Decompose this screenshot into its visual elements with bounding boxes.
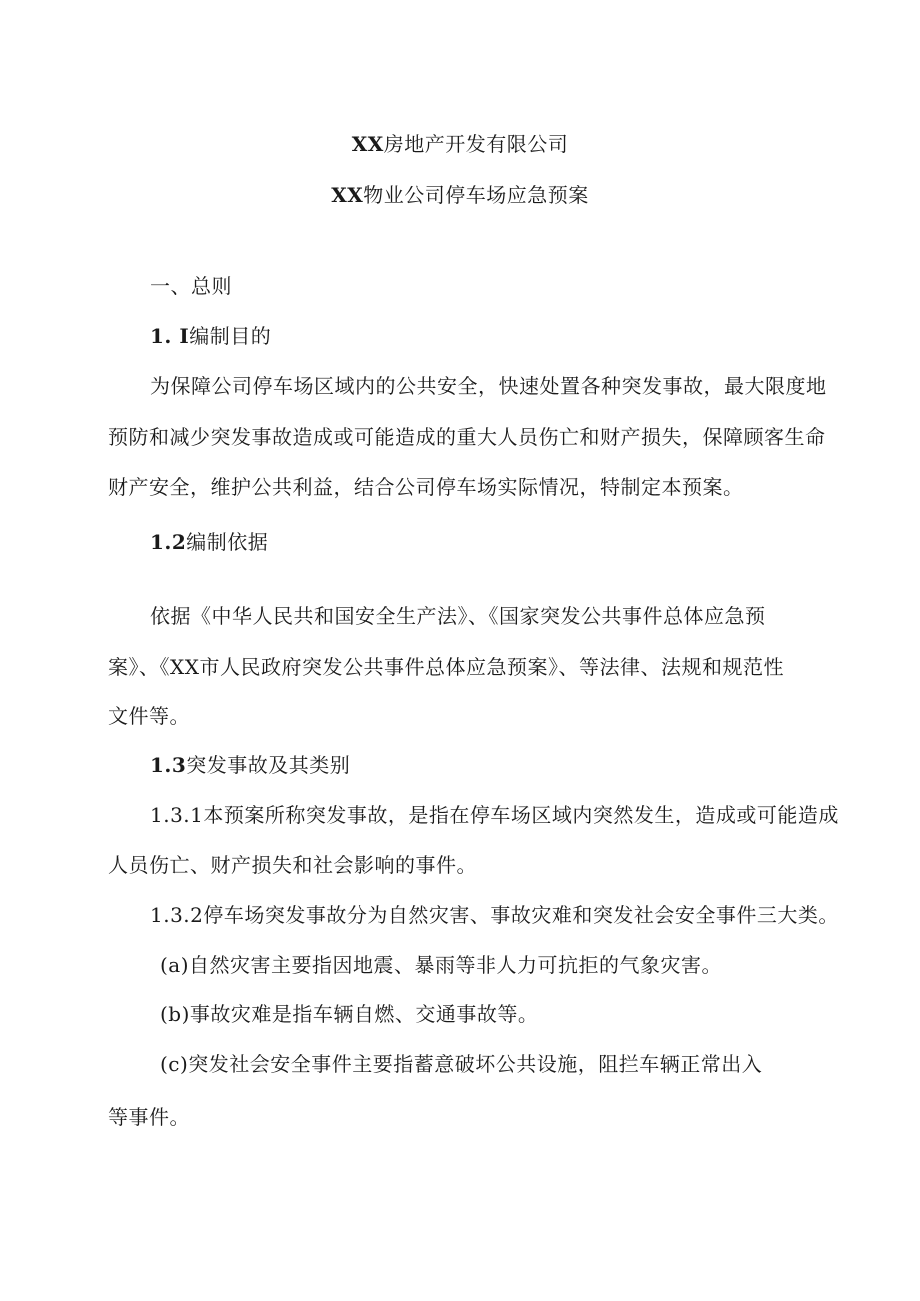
paragraph-line: 依据《中华人民共和国安全生产法》、《国家突发公共事件总体应急预 bbox=[150, 604, 766, 628]
subsection-number: 1. I bbox=[150, 324, 190, 348]
paragraph-line: 预防和减少突发事故造成或可能造成的重大人员伤亡和财产损失，保障顾客生命 bbox=[108, 425, 826, 449]
section-heading-general: 一、总则 bbox=[150, 274, 232, 298]
title-prefix: XX bbox=[351, 132, 384, 156]
subsection-number: 1.2 bbox=[150, 530, 187, 554]
subsection-number: 1.3 bbox=[150, 753, 187, 777]
paragraph-line: 1.3.2停车场突发事故分为自然灾害、事故灾难和突发社会安全事件三大类。 bbox=[150, 903, 839, 927]
title-text: 物业公司停车场应急预案 bbox=[363, 183, 589, 207]
paragraph-line: 文件等。 bbox=[108, 704, 190, 728]
document-title-company bbox=[0, 131, 920, 157]
paragraph-line: 等事件。 bbox=[108, 1105, 190, 1129]
subsection-heading-1-3 bbox=[150, 752, 350, 778]
paragraph-line: 人员伤亡、财产损失和社会影响的事件。 bbox=[108, 853, 477, 877]
subsection-title: 编制目的 bbox=[189, 324, 272, 348]
paragraph-line: 财产安全，维护公共利益，结合公司停车场实际情况，特制定本预案。 bbox=[108, 475, 744, 499]
list-item-c: (c)突发社会安全事件主要指蓄意破坏公共设施，阻拦车辆正常出入 bbox=[160, 1052, 763, 1076]
title-text: 房地产开发有限公司 bbox=[383, 132, 569, 156]
paragraph-line: 案》、《XX市人民政府突发公共事件总体应急预案》、等法律、法规和规范性 bbox=[108, 655, 784, 679]
subsection-heading-1-1 bbox=[150, 323, 271, 349]
paragraph-line: 为保障公司停车场区域内的公共安全，快速处置各种突发事故，最大限度地 bbox=[150, 374, 827, 398]
list-item-b: (b)事故灾难是指车辆自燃、交通事故等。 bbox=[160, 1002, 539, 1026]
paragraph-line: 1.3.1本预案所称突发事故，是指在停车场区域内突然发生，造成或可能造成 bbox=[150, 803, 839, 827]
subsection-heading-1-2 bbox=[150, 529, 268, 555]
subsection-title: 编制依据 bbox=[186, 530, 269, 554]
list-item-a: (a)自然灾害主要指因地震、暴雨等非人力可抗拒的气象灾害。 bbox=[160, 953, 723, 977]
document-title-plan bbox=[0, 182, 920, 208]
title-prefix: XX bbox=[331, 183, 364, 207]
subsection-title: 突发事故及其类别 bbox=[186, 753, 351, 777]
